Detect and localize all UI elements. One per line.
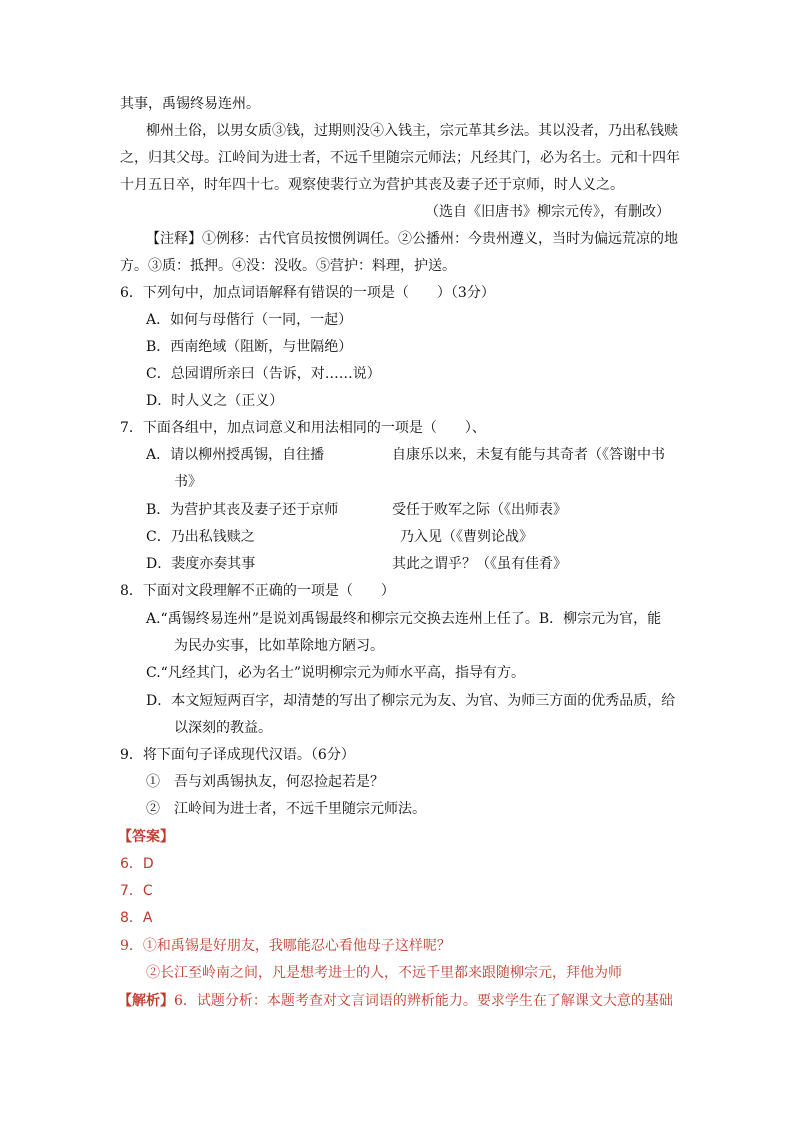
question-7-option-a-continued: 书》	[174, 474, 202, 490]
answer-9-part-2: ②长江至岭南之间，凡是想考进士的人，不远千里都来跟随柳宗元，拜他为师	[146, 965, 622, 981]
notes-line: 方。③质：抵押。④没：没收。⑤营护：料理，护送。	[120, 258, 456, 274]
answer-9-part-1: 9．①和禹锡是好朋友，我哪能忍心看他母子这样呢？	[120, 938, 451, 954]
question-7-option-a-left: A．请以柳州授禹锡，自往播	[146, 447, 325, 463]
notes-line: 【注释】①例移：古代官员按惯例调任。②公播州：今贵州遵义，当时为偏远荒凉的地	[146, 231, 678, 247]
question-9-sentence-2: ② 江岭间为进士者，不远千里随宗元师法。	[146, 801, 426, 817]
answer-7: 7．C	[120, 883, 153, 899]
question-6-stem: 6．下列句中，加点词语解释有错误的一项是（ ）（3分）	[120, 285, 495, 301]
question-8-option-d-continued: 以深刻的教益。	[174, 720, 272, 736]
question-8-stem: 8．下面对文段理解不正确的一项是（ ）	[120, 583, 395, 599]
answer-6: 6．D	[120, 856, 154, 872]
question-9-stem: 9．将下面句子译成现代汉语。（6分）	[120, 747, 355, 763]
passage-line: 柳州土俗，以男女质③钱，过期则没④入钱主，宗元革其乡法。其以没者，乃出私钱赎	[146, 123, 678, 139]
analysis-heading: 【解析】	[118, 993, 174, 1009]
question-8-option-a: A.“禹锡终易连州”是说刘禹锡最终和柳宗元交换去连州上任了。B．柳宗元为官，能	[146, 611, 662, 627]
question-7-option-b-left: B．为营护其丧及妻子还于京师	[146, 502, 339, 518]
question-6-option-a: A．如何与母偕行（一同，一起）	[146, 312, 353, 328]
question-7-option-d-left: D．裴度亦奏其事	[146, 556, 256, 572]
question-8-option-d: D．本文短短两百字，却清楚的写出了柳宗元为友、为官、为师三方面的优秀品质，给	[146, 693, 676, 709]
question-7-stem: 7．下面各组中，加点词意义和用法相同的一项是（ ）、	[120, 420, 486, 436]
question-7-option-d-right: 其此之谓乎？（《虽有佳肴》	[392, 556, 567, 572]
question-7-option-c-left: C．乃出私钱赎之	[146, 529, 255, 545]
question-8-option-c: C.“凡经其门，必为名士”说明柳宗元为师水平高，指导有方。	[146, 665, 525, 681]
question-7-option-b-right: 受任于败军之际（《出师表》	[392, 502, 567, 518]
passage-line: 之，归其父母。江岭间为进士者，不远千里随宗元师法；凡经其门，必为名士。元和十四年	[120, 150, 680, 166]
question-6-option-b: B．西南绝域（阻断，与世隔绝）	[146, 339, 353, 355]
passage-line: 十月五日卒，时年四十七。观察使裴行立为营护其丧及妻子还于京师，时人义之。	[120, 177, 624, 193]
question-6-option-d: D．时人义之（正义）	[146, 393, 284, 409]
question-9-sentence-1: ① 吾与刘禹锡执友，何忍捡起若是？	[146, 774, 384, 790]
passage-source: （选自《旧唐书》柳宗元传》，有删改）	[425, 204, 670, 220]
analysis-line	[118, 991, 673, 1011]
question-7-option-c-right: 乃入见（《曹刿论战》	[400, 529, 533, 545]
question-8-option-b: 为民办实事，比如革除地方陋习。	[174, 638, 384, 654]
question-7-option-a-right: 自康乐以来，未复有能与其奇者（《答谢中书	[392, 447, 665, 463]
analysis-text: 6．试题分析：本题考查对文言词语的辨析能力。要求学生在了解课文大意的基础	[174, 993, 673, 1009]
answer-8: 8．A	[120, 910, 153, 926]
passage-line: 其事，禹锡终易连州。	[120, 96, 260, 112]
answers-heading: 【答案】	[118, 829, 174, 845]
question-6-option-c: C．总园谓所亲曰（告诉，对……说）	[146, 366, 381, 382]
